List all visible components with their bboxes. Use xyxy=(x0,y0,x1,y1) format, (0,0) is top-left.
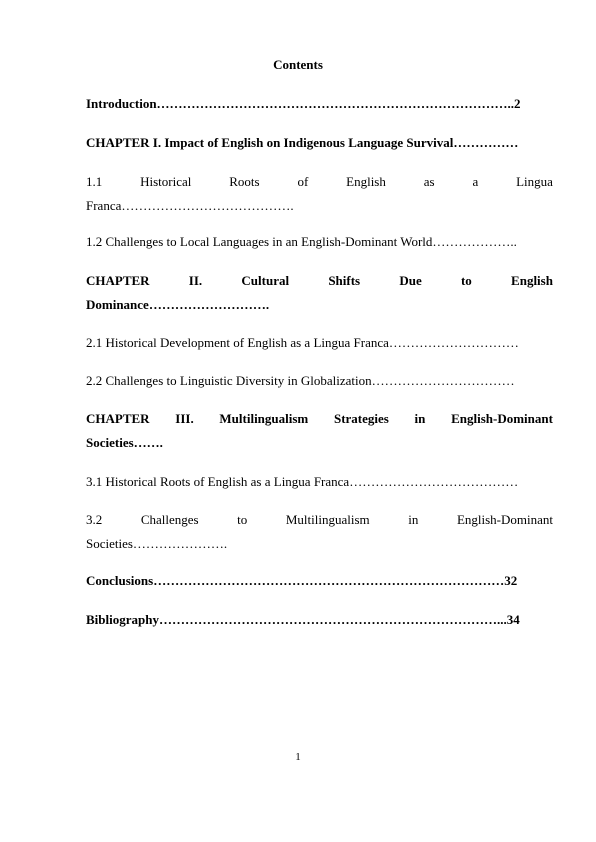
word: Multilingualism xyxy=(219,411,309,426)
toc-entry-section-1-1-cont: Franca…………………………………. xyxy=(86,198,294,213)
word: of xyxy=(297,174,309,189)
word: Lingua xyxy=(516,174,553,189)
word: in xyxy=(414,411,426,426)
toc-entry-chapter-1: CHAPTER I. Impact of English on Indigenous Language Survival…………… xyxy=(86,135,519,150)
word: Shifts xyxy=(328,273,361,288)
toc-entry-introduction: Introduction………………………………………………………………………..2 xyxy=(86,96,521,111)
word: Strategies xyxy=(333,411,389,426)
word: 1.1 xyxy=(86,174,103,189)
toc-entry-chapter-3-cont: Societies……. xyxy=(86,435,163,450)
toc-entry-chapter-2-line xyxy=(86,269,553,293)
toc-entry-section-3-2 xyxy=(86,508,553,556)
toc-entry-section-1-1 xyxy=(86,170,553,218)
word: Due xyxy=(399,273,422,288)
toc-entry-section-3-2-cont: Societies…………………. xyxy=(86,536,228,551)
toc-entry-conclusions: Conclusions………………………………………………………………………32 xyxy=(86,573,518,588)
word: to xyxy=(237,512,248,527)
toc-entry-chapter-3-line xyxy=(86,407,553,431)
word: Multilingualism xyxy=(285,512,370,527)
toc-entry-section-3-1: 3.1 Historical Roots of English as a Lingua Franca………………………………… xyxy=(86,474,519,489)
toc-entry-section-3-2-line xyxy=(86,508,553,532)
word: II. xyxy=(188,273,203,288)
word: Roots xyxy=(229,174,260,189)
toc-entry-chapter-3 xyxy=(86,407,553,455)
word: to xyxy=(460,273,472,288)
word: CHAPTER xyxy=(86,273,150,288)
word: English xyxy=(346,174,386,189)
toc-entry-chapter-2-cont: Dominance………………………. xyxy=(86,297,270,312)
toc-entry-section-1-1-line xyxy=(86,170,553,194)
word: in xyxy=(408,512,419,527)
word: English-Dominant xyxy=(451,411,553,426)
toc-entry-section-2-1: 2.1 Historical Development of English as a Lingua Franca………………………… xyxy=(86,335,519,350)
word: as xyxy=(423,174,435,189)
word: 3.2 xyxy=(86,512,103,527)
word: Historical xyxy=(140,174,192,189)
word: English-Dominant xyxy=(456,512,553,527)
toc-entry-bibliography: Bibliography……………………………………………………………………...34 xyxy=(86,612,520,627)
word: III. xyxy=(175,411,194,426)
toc-entry-section-2-2: 2.2 Challenges to Linguistic Diversity in Globalization…………………………… xyxy=(86,373,515,388)
word: CHAPTER xyxy=(86,411,150,426)
word: Challenges xyxy=(140,512,199,527)
word: a xyxy=(472,174,479,189)
toc-entry-chapter-2 xyxy=(86,269,553,317)
word: English xyxy=(511,273,553,288)
toc-title: Contents xyxy=(273,57,323,72)
word: Cultural xyxy=(241,273,290,288)
page-number: 1 xyxy=(295,751,301,763)
toc-entry-section-1-2: 1.2 Challenges to Local Languages in an English-Dominant World……………….. xyxy=(86,234,517,249)
